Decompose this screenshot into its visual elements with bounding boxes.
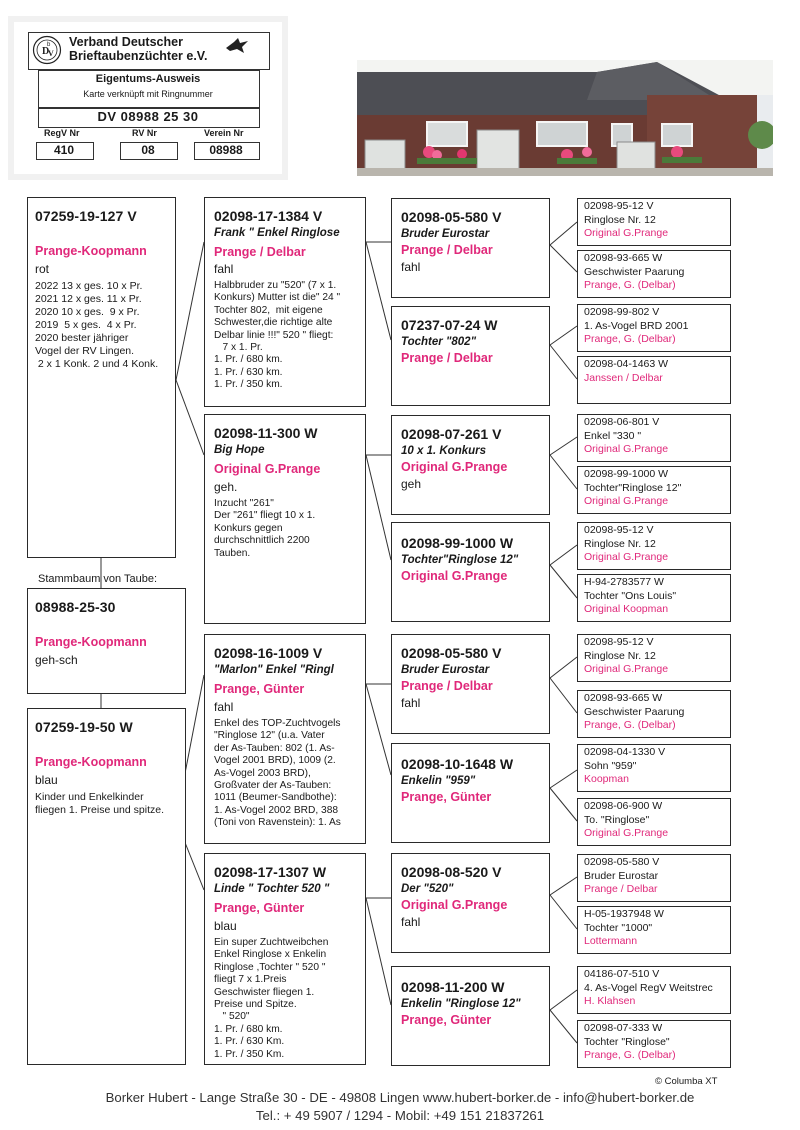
grandparent-breeder: Prange, Günter xyxy=(214,901,305,915)
ring-number: DV 08988 25 30 xyxy=(97,109,199,124)
ancestor-breeder: Prange / Delbar xyxy=(584,883,658,895)
mother-ring-id: 07259-19-50 W xyxy=(35,719,133,735)
ancestor-ring-id: 04186-07-510 V xyxy=(584,968,660,980)
svg-text:b: b xyxy=(47,42,51,48)
great-grandparent-name: Bruder Eurostar xyxy=(401,228,490,240)
great-grandparent-breeder: Original G.Prange xyxy=(401,460,508,474)
ancestor-ring-id: 02098-07-333 W xyxy=(584,1022,663,1034)
grandparent-ring-id: 02098-16-1009 V xyxy=(214,645,323,661)
grandparent-name: Frank " Enkel Ringlose xyxy=(214,227,340,239)
great-grandparent-breeder: Original G.Prange xyxy=(401,569,508,583)
ancestor-breeder: Original G.Prange xyxy=(584,443,669,455)
great-grandparent-ring-id: 02098-11-200 W xyxy=(401,979,505,995)
great-grandparent-card[interactable] xyxy=(391,966,550,1066)
great-grandparent-card[interactable] xyxy=(391,743,550,843)
great-grandparent-name: Der "520" xyxy=(401,883,454,895)
ancestor-ring-id: 02098-95-12 V xyxy=(584,200,654,212)
ancestor-ring-id: 02098-06-801 V xyxy=(584,416,660,428)
grandparent-card[interactable] xyxy=(204,414,366,624)
grandparent-color: geh. xyxy=(214,480,238,494)
mother-breeder: Prange-Koopmann xyxy=(35,755,147,769)
ancestor-ring-id: H-94-2783577 W xyxy=(584,576,664,588)
great-grandparent-card[interactable] xyxy=(391,415,550,515)
ancestor-breeder: Prange, G. (Delbar) xyxy=(584,333,676,345)
father-notes: 2022 13 x ges. 10 x Pr. 2021 12 x ges. 11 x Pr. 2020 10 x ges. 9 x Pr. 2019 5 x ges. 4 x Pr. 2020 bester jähriger Vogel der RV Lingen. 2 x 1 Konk. 2 und 4 Konk. xyxy=(35,280,159,370)
ancestor-card[interactable] xyxy=(577,414,731,462)
mother-color: blau xyxy=(35,773,58,787)
great-grandparent-name: Enkelin "959" xyxy=(401,775,476,787)
great-grandparent-name: Tochter "802" xyxy=(401,336,477,348)
great-grandparent-ring-id: 02098-05-580 V xyxy=(401,645,502,661)
grandparent-color: fahl xyxy=(214,700,234,714)
grandparent-ring-id: 02098-17-1384 V xyxy=(214,208,323,224)
grandparent-breeder: Prange, Günter xyxy=(214,682,305,696)
father-ring-id: 07259-19-127 V xyxy=(35,208,137,224)
ancestor-card[interactable] xyxy=(577,966,731,1014)
ancestor-breeder: Prange, G. (Delbar) xyxy=(584,719,676,731)
org-name-line1: Verband Deutscher xyxy=(69,35,183,49)
ancestor-card[interactable] xyxy=(577,304,731,352)
grandparent-name: Big Hope xyxy=(214,444,265,456)
father-card[interactable] xyxy=(27,197,176,558)
ancestor-name: Geschwister Paarung xyxy=(584,266,685,278)
svg-text:D: D xyxy=(42,46,50,57)
ancestor-name: Ringlose Nr. 12 xyxy=(584,538,656,550)
ancestor-name: Enkel "330 " xyxy=(584,430,642,442)
ancestor-breeder: Original G.Prange xyxy=(584,495,669,507)
ancestor-card[interactable] xyxy=(577,522,731,570)
grandparent-card[interactable] xyxy=(204,634,366,844)
ancestor-name: Tochter"Ringlose 12" xyxy=(584,482,682,494)
ancestor-card[interactable] xyxy=(577,798,731,846)
grandparent-name: "Marlon" Enkel "Ringl xyxy=(214,664,334,676)
grandparent-breeder: Original G.Prange xyxy=(214,462,321,476)
grandparent-ring-id: 02098-11-300 W xyxy=(214,425,318,441)
great-grandparent-ring-id: 02098-08-520 V xyxy=(401,864,502,880)
rv-value: 08 xyxy=(141,143,155,157)
great-grandparent-ring-id: 02098-05-580 V xyxy=(401,209,502,225)
regv-value: 410 xyxy=(53,143,75,157)
great-grandparent-ring-id: 02098-07-261 V xyxy=(401,426,502,442)
doc-subtitle: Karte verknüpft mit Ringnummer xyxy=(83,89,213,99)
ancestor-ring-id: 02098-99-802 V xyxy=(584,306,660,318)
ancestor-ring-id: 02098-95-12 V xyxy=(584,524,654,536)
ancestor-card[interactable] xyxy=(577,466,731,514)
great-grandparent-name: Enkelin "Ringlose 12" xyxy=(401,998,521,1010)
grandparent-notes: Enkel des TOP-Zuchtvogels "Ringlose 12" (u.a. Vater der As-Tauben: 802 (1. As- Vogel 2001 BRD), 1009 (2. As-Vogel 2003 BRD), Großvater der As-Tauben: 1011 (Beumer-Sandbothe): 1. As-Vogel 2002 BRD, 388 (Toni von Ravenstein): 1. As xyxy=(214,718,341,829)
ancestor-breeder: Original G.Prange xyxy=(584,663,669,675)
grandparent-color: blau xyxy=(214,919,237,933)
grandparent-notes: Inzucht "261" Der "261" fliegt 10 x 1. Konkurs gegen durchschnittlich 2200 Tauben. xyxy=(214,498,316,559)
ancestor-breeder: Original Koopman xyxy=(584,603,669,615)
ancestor-name: Tochter "1000" xyxy=(584,922,653,934)
ancestor-name: Tochter "Ringlose" xyxy=(584,1036,670,1048)
great-grandparent-breeder: Prange, Günter xyxy=(401,1013,492,1027)
ancestor-name: Geschwister Paarung xyxy=(584,706,685,718)
ancestor-ring-id: 02098-93-665 W xyxy=(584,252,663,264)
ancestor-card[interactable] xyxy=(577,690,731,738)
great-grandparent-card[interactable] xyxy=(391,853,550,953)
grandparent-card[interactable] xyxy=(204,853,366,1065)
ancestor-ring-id: 02098-93-665 W xyxy=(584,692,663,704)
grandparent-breeder: Prange / Delbar xyxy=(214,245,306,259)
great-grandparent-ring-id: 07237-07-24 W xyxy=(401,317,498,333)
ancestor-breeder: Original G.Prange xyxy=(584,227,669,239)
ancestor-name: Ringlose Nr. 12 xyxy=(584,214,656,226)
ancestor-breeder: Original G.Prange xyxy=(584,827,669,839)
ancestor-ring-id: 02098-04-1463 W xyxy=(584,358,669,370)
verein-value: 08988 xyxy=(209,143,243,157)
ancestor-ring-id: 02098-05-580 V xyxy=(584,856,660,868)
great-grandparent-card[interactable] xyxy=(391,634,550,734)
grandparent-notes: Ein super Zuchtweibchen Enkel Ringlose x Enkelin Ringlose ,Tochter " 520 " fliegt 7 x 1.Preis Geschwister fliegen 1. Preise und Spitze. " 520" 1. Pr. / 680 km. 1. Pr. / 630 Km. 1. Pr. / 350 Km. xyxy=(214,937,329,1060)
great-grandparent-color: fahl xyxy=(401,696,421,710)
great-grandparent-card[interactable] xyxy=(391,306,550,406)
ancestor-card[interactable] xyxy=(577,854,731,902)
great-grandparent-breeder: Prange / Delbar xyxy=(401,679,493,693)
mother-card[interactable] xyxy=(27,708,186,1065)
great-grandparent-name: Bruder Eurostar xyxy=(401,664,490,676)
verein-label: Verein Nr xyxy=(204,128,244,138)
great-grandparent-breeder: Prange / Delbar xyxy=(401,351,493,365)
great-grandparent-color: fahl xyxy=(401,260,421,274)
ancestor-card[interactable] xyxy=(577,198,731,246)
rv-label: RV Nr xyxy=(132,128,157,138)
ancestor-name: Bruder Eurostar xyxy=(584,870,659,882)
ancestor-ring-id: 02098-99-1000 W xyxy=(584,468,669,480)
ancestor-name: 4. As-Vogel RegV Weitstrec xyxy=(584,982,713,994)
subject-color: geh-sch xyxy=(35,653,78,667)
doc-title: Eigentums-Ausweis xyxy=(95,73,201,85)
great-grandparent-breeder: Prange / Delbar xyxy=(401,243,493,257)
ancestor-breeder: H. Klahsen xyxy=(584,995,636,1007)
great-grandparent-card[interactable] xyxy=(391,522,550,622)
ancestor-ring-id: H-05-1937948 W xyxy=(584,908,664,920)
subject-card[interactable] xyxy=(27,588,186,694)
subject-breeder: Prange-Koopmann xyxy=(35,635,147,649)
ancestor-breeder: Prange, G. (Delbar) xyxy=(584,279,676,291)
great-grandparent-name: 10 x 1. Konkurs xyxy=(401,445,487,457)
copyright-note: © Columba XT xyxy=(655,1076,718,1087)
regv-label: RegV Nr xyxy=(44,128,80,138)
great-grandparent-breeder: Prange, Günter xyxy=(401,790,492,804)
ancestor-card[interactable] xyxy=(577,356,731,404)
ancestor-card[interactable] xyxy=(577,250,731,298)
ancestor-card[interactable] xyxy=(577,744,731,792)
stammbaum-label: Stammbaum von Taube: xyxy=(38,573,158,585)
ancestor-breeder: Janssen / Delbar xyxy=(584,372,663,384)
ancestor-card[interactable] xyxy=(577,906,731,954)
father-color: rot xyxy=(35,262,50,276)
great-grandparent-color: geh xyxy=(401,477,422,491)
ancestor-ring-id: 02098-95-12 V xyxy=(584,636,654,648)
ancestor-card[interactable] xyxy=(577,574,731,622)
footer-address: Borker Hubert - Lange Straße 30 - DE - 49808 Lingen www.hubert-borker.de - info@hubert-borker.de xyxy=(105,1090,695,1105)
ancestor-name: To. "Ringlose" xyxy=(584,814,650,826)
ancestor-name: Tochter "Ons Louis" xyxy=(584,590,677,602)
great-grandparent-card[interactable] xyxy=(391,198,550,298)
great-grandparent-name: Tochter"Ringlose 12" xyxy=(401,554,519,566)
grandparent-card[interactable] xyxy=(204,197,366,407)
ancestor-breeder: Koopman xyxy=(584,773,629,785)
great-grandparent-ring-id: 02098-10-1648 W xyxy=(401,756,514,772)
ancestor-card[interactable] xyxy=(577,1020,731,1068)
ancestor-breeder: Lottermann xyxy=(584,935,638,947)
subject-ring-id: 08988-25-30 xyxy=(35,599,116,615)
grandparent-color: fahl xyxy=(214,262,234,276)
grandparent-ring-id: 02098-17-1307 W xyxy=(214,864,327,880)
great-grandparent-breeder: Original G.Prange xyxy=(401,898,508,912)
mother-notes: Kinder und Enkelkinder fliegen 1. Preise und spitze. xyxy=(35,791,164,816)
footer-phone: Tel.: + 49 5907 / 1294 - Mobil: +49 151 21837261 xyxy=(255,1108,545,1123)
ancestor-name: Sohn "959" xyxy=(584,760,637,772)
ancestor-ring-id: 02098-04-1330 V xyxy=(584,746,666,758)
svg-text:V: V xyxy=(48,49,54,58)
ancestor-breeder: Prange, G. (Delbar) xyxy=(584,1049,676,1061)
father-breeder: Prange-Koopmann xyxy=(35,244,147,258)
ancestor-name: Ringlose Nr. 12 xyxy=(584,650,656,662)
org-name-line2: Brieftaubenzüchter e.V. xyxy=(69,49,208,63)
ancestor-card[interactable] xyxy=(577,634,731,682)
grandparent-name: Linde " Tochter 520 " xyxy=(214,883,330,895)
great-grandparent-color: fahl xyxy=(401,915,421,929)
ancestor-name: 1. As-Vogel BRD 2001 xyxy=(584,320,689,332)
great-grandparent-ring-id: 02098-99-1000 W xyxy=(401,535,514,551)
ancestor-breeder: Original G.Prange xyxy=(584,551,669,563)
ancestor-ring-id: 02098-06-900 W xyxy=(584,800,663,812)
grandparent-notes: Halbbruder zu "520" (7 x 1. Konkurs) Mutter ist die" 24 " Tochter 802, mit eigene Schwester,die richtige alte Delbar linie !!!" 520 " fliegt: 7 x 1. Pr. 1. Pr. / 680 km. 1. Pr. / 630 km. 1. Pr. / 350 km. xyxy=(214,280,341,391)
